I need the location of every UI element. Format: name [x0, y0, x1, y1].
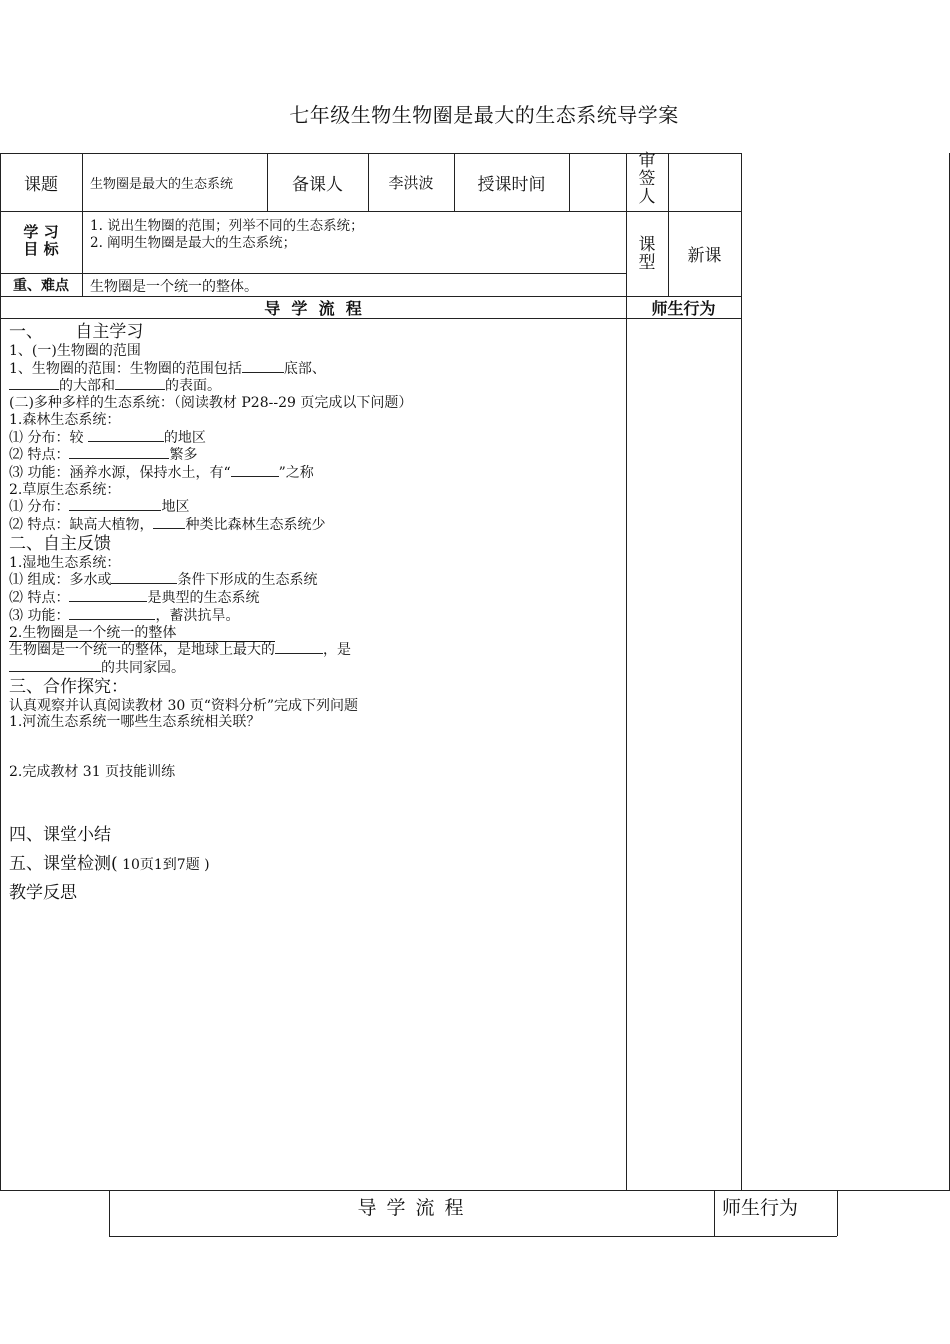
goal-item: 2. 阐明生物圈是最大的生态系统；: [90, 235, 297, 251]
content-line: 认真观察并认真阅读教材 30 页“资料分析”完成下列问题: [9, 697, 359, 714]
preparer-value: 李洪波: [388, 173, 434, 192]
blank-field: [111, 571, 177, 584]
topic-label: 课题: [24, 174, 58, 195]
section-inquiry-title: 三、合作探究：: [9, 676, 128, 697]
content-line: ⑴ 组成：多水或 条件下形成的生态系统: [9, 572, 318, 589]
section-test-title: 五、课堂检测( 10页1到7题 ): [9, 853, 210, 874]
lesson-content: [9, 322, 619, 904]
content-line: 2.完成教材 31 页技能训练: [9, 764, 176, 781]
blank-field: [9, 659, 101, 672]
blank-field: [153, 516, 185, 529]
footer-actions-header: 师生行为: [722, 1197, 799, 1219]
goals-label: 学 习 目 标: [23, 223, 59, 258]
content-line: (二)多种多样的生态系统：（阅读教材 P28--29 页完成以下问题）: [9, 395, 413, 412]
blank-field: [69, 446, 169, 459]
content-line: 的共同家园。: [9, 659, 619, 677]
key-label: 重、难点: [13, 277, 69, 294]
blank-field: [115, 377, 165, 390]
type-label: 课 型: [638, 235, 656, 273]
actions-header: 师生行为: [651, 298, 716, 318]
key-value: 生物圈是一个统一的整体。: [90, 279, 258, 295]
content-line: 生物圈是一个统一的整体，是地球上最大的 ，是: [9, 642, 351, 659]
goal-item: 1. 说出生物圈的范围；列举不同的生态系统；: [90, 218, 364, 234]
content-line: 2.草原生态系统：: [9, 481, 121, 498]
reviewer-label: 审 签 人: [638, 151, 656, 207]
blank-field: [275, 641, 323, 654]
content-line: 1、生物圈的范围：生物圈的范围包括 底部、: [9, 360, 326, 377]
goals-list: [90, 218, 364, 252]
footer-flow-header: 导 学 流 程: [357, 1197, 466, 1219]
blank-field: [9, 377, 59, 390]
time-label: 授课时间: [477, 174, 546, 195]
content-line: 1.湿地生态系统：: [9, 554, 121, 571]
blank-field: [69, 589, 147, 602]
content-line: ⑶ 功能： ，蓄洪抗旱。: [9, 607, 240, 624]
content-line: ⑴ 分布： 地区: [9, 499, 190, 516]
content-line: 1.森林生态系统：: [9, 411, 121, 428]
section-self-study-title: 一、 自主学习: [9, 322, 144, 342]
type-value: 新课: [687, 246, 722, 266]
blank-field: [69, 607, 155, 620]
content-line: 的大部和 的表面。: [9, 377, 619, 395]
content-line: ⑴ 分布：较 的地区: [9, 429, 206, 446]
section-feedback-title: 二、自主反馈: [9, 533, 111, 554]
topic-value: 生物圈是最大的生态系统: [90, 176, 234, 192]
preparer-label: 备课人: [292, 174, 343, 195]
time-value: [569, 153, 626, 211]
content-line: ⑵ 特点：缺高大植物， 种类比森林生态系统少: [9, 517, 326, 534]
blank-field: [69, 498, 161, 511]
content-line: 2.生物圈是一个统一的整体: [9, 624, 177, 641]
blank-field: [88, 429, 164, 442]
flow-header: 导 学 流 程: [264, 298, 362, 318]
blank-field: [231, 464, 279, 477]
content-line: ⑵ 特点： 是典型的生态系统: [9, 590, 260, 607]
page-title: 七年级生物生物圈是最大的生态系统导学案: [289, 103, 679, 127]
blank-field: [242, 360, 284, 373]
section-summary-title: 四、课堂小结: [9, 824, 111, 845]
content-line: ⑵ 特点： 繁多: [9, 447, 198, 464]
content-line: ⑶ 功能：涵养水源，保持水土，有“ ”之称: [9, 464, 314, 481]
content-line: 1.河流生态系统一哪些生态系统相关联？: [9, 714, 261, 731]
reflection-title: 教学反思: [9, 882, 77, 903]
content-line: 1、(一)生物圈的范围: [9, 343, 141, 359]
